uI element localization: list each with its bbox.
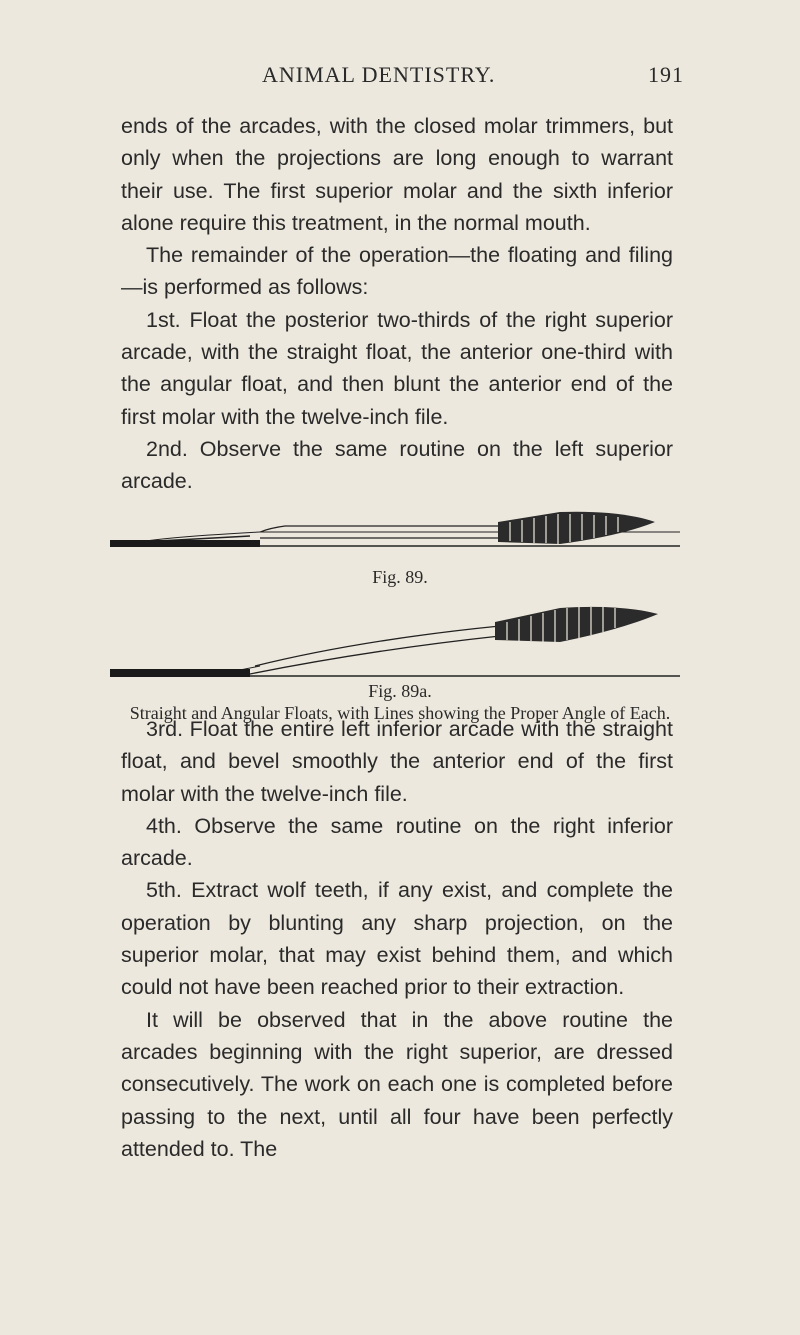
paragraph: 5th. Extract wolf teeth, if any exist, and complete the operation by blunting any sharp projection, on the superior molar, that may exist behind them, and which could not have been reached prior to their extraction. (121, 878, 673, 1000)
figure-caption: Straight and Angular Floats, with Lines showing the Proper Angle of Each. (129, 703, 671, 723)
running-title: ANIMAL DENTISTRY. (262, 62, 496, 87)
paragraph: The remainder of the operation—the floating and filing—is performed as follows: (121, 243, 673, 300)
figure-89a-label: Fig. 89a. (368, 681, 432, 701)
paragraph: 3rd. Float the entire left inferior arcade with the straight float, and bevel smoothly the anterior end of the first molar with the twelve-inch file. (121, 717, 673, 806)
angular-float-illustration (110, 600, 680, 680)
page-number: 191 (648, 62, 684, 87)
paragraph: 4th. Observe the same routine on the right inferior arcade. (121, 813, 673, 871)
body-text-bottom (121, 713, 673, 1165)
running-head (0, 62, 800, 92)
straight-float-illustration (110, 498, 680, 558)
paragraph: 1st. Float the posterior two-thirds of the right superior arcade, with the straight float, the anterior one-third with the angular float, and then blunt the anterior end of the first molar with the twelve-inch file. (121, 307, 673, 429)
figure-89-label: Fig. 89. (372, 567, 428, 587)
body-text-top (121, 110, 673, 498)
paragraph: It will be observed that in the above routine the arcades beginning with the right superior, are dressed consecutively. The work on each one is completed before passing to the next, until all four have been perfectly attended to. The (121, 1007, 673, 1161)
paragraph: 2nd. Observe the same routine on the left superior arcade. (121, 436, 673, 494)
paragraph: ends of the arcades, with the closed molar trimmers, but only when the projections are long enough to warrant their use. The first superior molar and the sixth inferior alone require this treatment, in the normal mouth. (121, 114, 673, 235)
